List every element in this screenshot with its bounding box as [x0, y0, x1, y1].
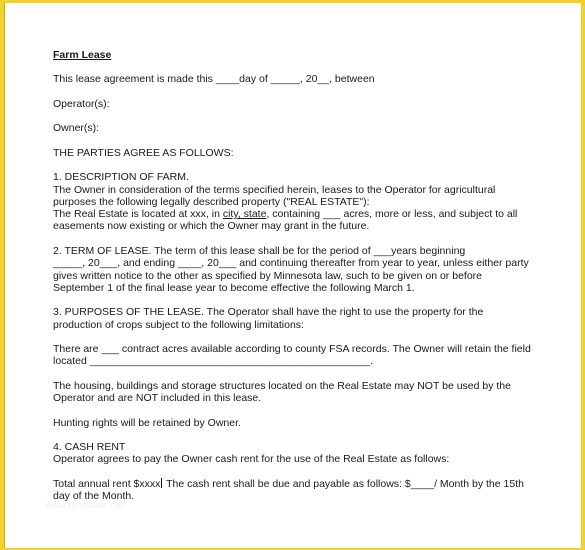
parties-heading: THE PARTIES AGREE AS FOLLOWS: [53, 146, 234, 159]
section4-line1: Operator agrees to pay the Owner cash rent for the use of the Real Estate as follows: [53, 453, 450, 466]
section3-para1-line1: There are ___ contract acres available according to county FSA records. The Owner will retain the field [53, 343, 531, 356]
section2-line3: gives written notice to the other as specified by Minnesota law, such to be given on or before [53, 269, 482, 282]
section2-line4: September 1 of the final lease year to become effective the following March 1. [53, 281, 415, 294]
document-page [4, 3, 581, 548]
section1-heading: 1. DESCRIPTION OF FARM. [53, 171, 189, 184]
section1-line2: purposes the following legally described property ("REAL ESTATE"): [53, 195, 370, 208]
section1-line1: The Owner in consideration of the terms specified herein, leases to the Operator for agricultural [53, 183, 496, 196]
section1-line3-pre: The Real Estate is located at xxx, in [53, 208, 223, 221]
document-body [53, 49, 553, 502]
section3-para2-line1: The housing, buildings and storage structures located on the Real Estate may NOT be used by the [53, 379, 511, 392]
section4-heading: 4. CASH RENT [53, 441, 126, 454]
section2-line1: 2. TERM OF LEASE. The term of this lease shall be for the period of ___years beginning [53, 244, 466, 257]
city-state-field: city, state [222, 208, 267, 221]
owner-label: Owner(s): [53, 122, 100, 135]
watermark: www.template.net [45, 500, 125, 510]
section4-line2-post: The cash rent shall be due and payable as follows: $____/ Month by the 15th [163, 477, 524, 490]
section4-line2 [53, 478, 553, 490]
section3-para1-line2: located ________________________________________________. [53, 355, 373, 368]
intro-line: This lease agreement is made this ____day of _____, 20__, between [53, 73, 375, 86]
section1-line3 [53, 208, 553, 220]
document-title: Farm Lease [53, 49, 112, 61]
section1-line3-post: , containing ___ acres, more or less, and subject to all [266, 208, 518, 221]
section4-line2-pre: Total annual rent $xxxx [53, 477, 161, 490]
section3-line2: production of crops subject to the following limitations: [53, 318, 304, 331]
section1-line4: easements now existing or which the Owner may grant in the future. [53, 220, 370, 233]
section3-para2-line2: Operator and are NOT included in this lease. [53, 392, 262, 405]
section3-line1: 3. PURPOSES OF THE LEASE. The Operator shall have the right to use the property for the [53, 306, 484, 319]
section2-line2: _____, 20___, and ending ____, 20___ and continuing thereafter from year to year, unless either party [53, 257, 529, 270]
section3-para3: Hunting rights will be retained by Owner. [53, 416, 241, 429]
operator-label: Operator(s): [53, 97, 110, 110]
section4-line3: day of the Month. [53, 490, 135, 503]
